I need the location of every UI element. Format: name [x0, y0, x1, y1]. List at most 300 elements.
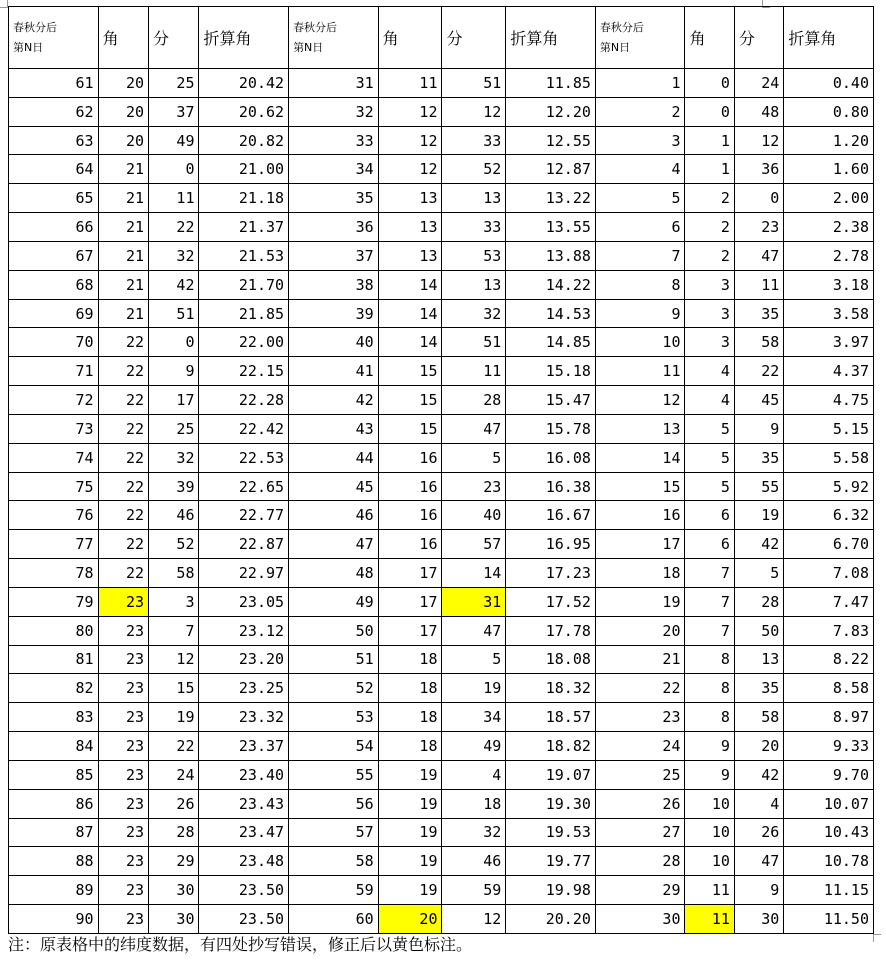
- day-cell: 42: [289, 386, 379, 415]
- degree-cell: 19: [378, 818, 442, 847]
- header-day-line1: 春秋分后: [13, 20, 57, 34]
- minute-cell: 32: [149, 241, 199, 270]
- degree-cell: 16: [378, 530, 442, 559]
- day-cell: 63: [9, 126, 99, 155]
- day-cell: 53: [289, 703, 379, 732]
- day-cell: 13: [595, 414, 685, 443]
- day-cell: 43: [289, 414, 379, 443]
- header-converted-angle: 折算角: [784, 7, 874, 69]
- converted-angle-cell: 20.82: [199, 126, 289, 155]
- converted-angle-cell: 1.60: [784, 155, 874, 184]
- minute-cell: 35: [734, 443, 783, 472]
- degree-cell: 8: [685, 674, 734, 703]
- minute-cell: 33: [442, 126, 506, 155]
- degree-cell: 13: [378, 241, 442, 270]
- minute-cell: 12: [442, 905, 506, 934]
- converted-angle-cell: 7.83: [784, 616, 874, 645]
- header-minute: 分: [149, 7, 199, 69]
- converted-angle-cell: 14.85: [506, 328, 596, 357]
- day-cell: 41: [289, 357, 379, 386]
- minute-cell: 23: [734, 213, 783, 242]
- day-cell: 73: [9, 414, 99, 443]
- converted-angle-cell: 18.82: [506, 732, 596, 761]
- degree-cell: 15: [378, 357, 442, 386]
- converted-angle-cell: 17.52: [506, 587, 596, 616]
- minute-cell: 51: [149, 299, 199, 328]
- converted-angle-cell: 4.75: [784, 386, 874, 415]
- minute-cell: 36: [734, 155, 783, 184]
- day-cell: 45: [289, 472, 379, 501]
- footnote: 注：原表格中的纬度数据，有四处抄写错误，修正后以黄色标注。: [8, 935, 473, 954]
- converted-angle-cell: 2.38: [784, 213, 874, 242]
- day-cell: 11: [595, 357, 685, 386]
- table-row: [9, 69, 874, 98]
- degree-cell: 23: [98, 789, 148, 818]
- degree-cell: 22: [98, 501, 148, 530]
- day-cell: 90: [9, 905, 99, 934]
- converted-angle-cell: 19.30: [506, 789, 596, 818]
- degree-cell: 3: [685, 328, 734, 357]
- converted-angle-cell: 22.87: [199, 530, 289, 559]
- converted-angle-cell: 23.50: [199, 876, 289, 905]
- degree-cell: 23: [98, 703, 148, 732]
- day-cell: 66: [9, 213, 99, 242]
- header-day-count: [595, 7, 685, 69]
- degree-cell: 3: [685, 270, 734, 299]
- degree-cell: 23: [98, 905, 148, 934]
- day-cell: 86: [9, 789, 99, 818]
- degree-cell: 2: [685, 241, 734, 270]
- converted-angle-cell: 11.15: [784, 876, 874, 905]
- converted-angle-cell: 8.22: [784, 645, 874, 674]
- minute-cell: 4: [734, 789, 783, 818]
- degree-cell: 10: [685, 847, 734, 876]
- converted-angle-cell: 22.97: [199, 559, 289, 588]
- minute-cell: 5: [442, 645, 506, 674]
- converted-angle-cell: 10.78: [784, 847, 874, 876]
- degree-cell: 2: [685, 184, 734, 213]
- minute-cell: 47: [734, 847, 783, 876]
- converted-angle-cell: 2.00: [784, 184, 874, 213]
- day-cell: 18: [595, 559, 685, 588]
- degree-cell: 18: [378, 674, 442, 703]
- degree-cell: 23: [98, 587, 148, 616]
- minute-cell: 58: [149, 559, 199, 588]
- minute-cell: 58: [734, 328, 783, 357]
- degree-cell: 0: [685, 97, 734, 126]
- minute-cell: 50: [734, 616, 783, 645]
- table-header-row: [9, 7, 874, 69]
- converted-angle-cell: 5.58: [784, 443, 874, 472]
- day-cell: 32: [289, 97, 379, 126]
- header-day-line2: 第N日: [13, 40, 44, 54]
- minute-cell: 13: [442, 270, 506, 299]
- degree-cell: 13: [378, 213, 442, 242]
- converted-angle-cell: 23.50: [199, 905, 289, 934]
- converted-angle-cell: 20.62: [199, 97, 289, 126]
- converted-angle-cell: 23.48: [199, 847, 289, 876]
- minute-cell: 45: [734, 386, 783, 415]
- minute-cell: 28: [734, 587, 783, 616]
- header-day-line1: 春秋分后: [293, 20, 338, 34]
- degree-cell: 21: [98, 184, 148, 213]
- header-day-count: [289, 7, 379, 69]
- day-cell: 48: [289, 559, 379, 588]
- converted-angle-cell: 19.98: [506, 876, 596, 905]
- converted-angle-cell: 6.32: [784, 501, 874, 530]
- converted-angle-cell: 19.07: [506, 760, 596, 789]
- degree-cell: 14: [378, 270, 442, 299]
- converted-angle-cell: 16.08: [506, 443, 596, 472]
- day-cell: 67: [9, 241, 99, 270]
- degree-cell: 19: [378, 847, 442, 876]
- minute-cell: 35: [734, 299, 783, 328]
- converted-angle-cell: 8.58: [784, 674, 874, 703]
- header-degree: 角: [378, 7, 442, 69]
- degree-cell: 10: [685, 818, 734, 847]
- minute-cell: 12: [149, 645, 199, 674]
- degree-cell: 21: [98, 155, 148, 184]
- minute-cell: 0: [149, 155, 199, 184]
- degree-cell: 23: [98, 847, 148, 876]
- minute-cell: 19: [149, 703, 199, 732]
- degree-cell: 6: [685, 501, 734, 530]
- converted-angle-cell: 21.70: [199, 270, 289, 299]
- degree-cell: 20: [98, 97, 148, 126]
- converted-angle-cell: 21.18: [199, 184, 289, 213]
- converted-angle-cell: 22.00: [199, 328, 289, 357]
- degree-cell: 1: [685, 155, 734, 184]
- day-cell: 15: [595, 472, 685, 501]
- day-cell: 5: [595, 184, 685, 213]
- degree-cell: 14: [378, 328, 442, 357]
- day-cell: 65: [9, 184, 99, 213]
- day-cell: 7: [595, 241, 685, 270]
- minute-cell: 5: [734, 559, 783, 588]
- converted-angle-cell: 18.32: [506, 674, 596, 703]
- minute-cell: 11: [442, 357, 506, 386]
- table-row: [9, 847, 874, 876]
- converted-angle-cell: 12.20: [506, 97, 596, 126]
- day-cell: 54: [289, 732, 379, 761]
- converted-angle-cell: 4.37: [784, 357, 874, 386]
- day-cell: 4: [595, 155, 685, 184]
- minute-cell: 33: [442, 213, 506, 242]
- day-cell: 34: [289, 155, 379, 184]
- day-cell: 62: [9, 97, 99, 126]
- table-row: [9, 241, 874, 270]
- converted-angle-cell: 16.95: [506, 530, 596, 559]
- converted-angle-cell: 7.08: [784, 559, 874, 588]
- minute-cell: 19: [734, 501, 783, 530]
- minute-cell: 31: [442, 587, 506, 616]
- day-cell: 44: [289, 443, 379, 472]
- degree-cell: 23: [98, 818, 148, 847]
- minute-cell: 25: [149, 69, 199, 98]
- table-row: [9, 501, 874, 530]
- minute-cell: 29: [149, 847, 199, 876]
- table-row: [9, 559, 874, 588]
- minute-cell: 18: [442, 789, 506, 818]
- day-cell: 47: [289, 530, 379, 559]
- degree-cell: 12: [378, 126, 442, 155]
- day-cell: 31: [289, 69, 379, 98]
- table-row: [9, 155, 874, 184]
- converted-angle-cell: 23.20: [199, 645, 289, 674]
- minute-cell: 47: [734, 241, 783, 270]
- table-row: [9, 97, 874, 126]
- converted-angle-cell: 18.08: [506, 645, 596, 674]
- converted-angle-cell: 15.78: [506, 414, 596, 443]
- minute-cell: 11: [734, 270, 783, 299]
- minute-cell: 28: [442, 386, 506, 415]
- table-row: [9, 328, 874, 357]
- minute-cell: 3: [149, 587, 199, 616]
- day-cell: 35: [289, 184, 379, 213]
- header-day-line1: 春秋分后: [599, 20, 644, 34]
- day-cell: 85: [9, 760, 99, 789]
- converted-angle-cell: 19.77: [506, 847, 596, 876]
- minute-cell: 15: [149, 674, 199, 703]
- minute-cell: 11: [149, 184, 199, 213]
- converted-angle-cell: 23.43: [199, 789, 289, 818]
- day-cell: 89: [9, 876, 99, 905]
- converted-angle-cell: 22.28: [199, 386, 289, 415]
- converted-angle-cell: 3.58: [784, 299, 874, 328]
- degree-cell: 16: [378, 443, 442, 472]
- header-degree: 角: [685, 7, 734, 69]
- day-cell: 83: [9, 703, 99, 732]
- converted-angle-cell: 0.40: [784, 69, 874, 98]
- day-cell: 33: [289, 126, 379, 155]
- day-cell: 50: [289, 616, 379, 645]
- table-row: [9, 905, 874, 934]
- day-cell: 37: [289, 241, 379, 270]
- day-cell: 82: [9, 674, 99, 703]
- minute-cell: 12: [734, 126, 783, 155]
- converted-angle-cell: 14.53: [506, 299, 596, 328]
- minute-cell: 47: [442, 414, 506, 443]
- degree-cell: 22: [98, 386, 148, 415]
- converted-angle-cell: 18.57: [506, 703, 596, 732]
- degree-cell: 9: [685, 732, 734, 761]
- converted-angle-cell: 23.37: [199, 732, 289, 761]
- table-row: [9, 818, 874, 847]
- day-cell: 68: [9, 270, 99, 299]
- day-cell: 74: [9, 443, 99, 472]
- day-cell: 61: [9, 69, 99, 98]
- day-cell: 23: [595, 703, 685, 732]
- degree-cell: 4: [685, 357, 734, 386]
- degree-cell: 17: [378, 587, 442, 616]
- degree-cell: 2: [685, 213, 734, 242]
- day-cell: 30: [595, 905, 685, 934]
- converted-angle-cell: 20.42: [199, 69, 289, 98]
- page-corner-mark: [873, 934, 881, 942]
- day-cell: 27: [595, 818, 685, 847]
- minute-cell: 52: [442, 155, 506, 184]
- header-day-line2: 第N日: [599, 40, 631, 54]
- day-cell: 84: [9, 732, 99, 761]
- degree-cell: 23: [98, 732, 148, 761]
- day-cell: 51: [289, 645, 379, 674]
- degree-cell: 6: [685, 530, 734, 559]
- converted-angle-cell: 22.42: [199, 414, 289, 443]
- degree-cell: 3: [685, 299, 734, 328]
- converted-angle-cell: 17.23: [506, 559, 596, 588]
- day-cell: 58: [289, 847, 379, 876]
- converted-angle-cell: 7.47: [784, 587, 874, 616]
- minute-cell: 30: [149, 876, 199, 905]
- minute-cell: 7: [149, 616, 199, 645]
- minute-cell: 13: [442, 184, 506, 213]
- day-cell: 76: [9, 501, 99, 530]
- degree-cell: 11: [685, 876, 734, 905]
- minute-cell: 42: [734, 530, 783, 559]
- minute-cell: 17: [149, 386, 199, 415]
- header-converted-angle: 折算角: [199, 7, 289, 69]
- day-cell: 64: [9, 155, 99, 184]
- table-row: [9, 386, 874, 415]
- converted-angle-cell: 13.55: [506, 213, 596, 242]
- degree-cell: 23: [98, 616, 148, 645]
- table-row: [9, 213, 874, 242]
- degree-cell: 23: [98, 876, 148, 905]
- minute-cell: 24: [734, 69, 783, 98]
- table-row: [9, 732, 874, 761]
- minute-cell: 9: [149, 357, 199, 386]
- minute-cell: 59: [442, 876, 506, 905]
- degree-cell: 19: [378, 876, 442, 905]
- table-row: [9, 645, 874, 674]
- minute-cell: 39: [149, 472, 199, 501]
- degree-cell: 0: [685, 69, 734, 98]
- degree-cell: 10: [685, 789, 734, 818]
- day-cell: 59: [289, 876, 379, 905]
- table-row: [9, 760, 874, 789]
- converted-angle-cell: 23.05: [199, 587, 289, 616]
- converted-angle-cell: 9.33: [784, 732, 874, 761]
- minute-cell: 35: [734, 674, 783, 703]
- degree-cell: 18: [378, 703, 442, 732]
- day-cell: 10: [595, 328, 685, 357]
- day-cell: 14: [595, 443, 685, 472]
- converted-angle-cell: 11.85: [506, 69, 596, 98]
- day-cell: 80: [9, 616, 99, 645]
- minute-cell: 9: [734, 876, 783, 905]
- degree-cell: 16: [378, 472, 442, 501]
- table-body: [9, 69, 874, 934]
- minute-cell: 25: [149, 414, 199, 443]
- degree-cell: 22: [98, 443, 148, 472]
- converted-angle-cell: 23.40: [199, 760, 289, 789]
- converted-angle-cell: 15.18: [506, 357, 596, 386]
- degree-cell: 22: [98, 414, 148, 443]
- degree-cell: 14: [378, 299, 442, 328]
- degree-cell: 7: [685, 616, 734, 645]
- minute-cell: 20: [734, 732, 783, 761]
- minute-cell: 42: [734, 760, 783, 789]
- day-cell: 49: [289, 587, 379, 616]
- converted-angle-cell: 3.18: [784, 270, 874, 299]
- day-cell: 52: [289, 674, 379, 703]
- minute-cell: 32: [442, 818, 506, 847]
- day-cell: 39: [289, 299, 379, 328]
- converted-angle-cell: 8.97: [784, 703, 874, 732]
- day-cell: 87: [9, 818, 99, 847]
- day-cell: 19: [595, 587, 685, 616]
- degree-cell: 22: [98, 472, 148, 501]
- day-cell: 78: [9, 559, 99, 588]
- converted-angle-cell: 16.67: [506, 501, 596, 530]
- table-row: [9, 616, 874, 645]
- converted-angle-cell: 2.78: [784, 241, 874, 270]
- minute-cell: 32: [149, 443, 199, 472]
- degree-cell: 22: [98, 559, 148, 588]
- header-minute: 分: [734, 7, 783, 69]
- minute-cell: 47: [442, 616, 506, 645]
- degree-cell: 23: [98, 674, 148, 703]
- minute-cell: 0: [734, 184, 783, 213]
- minute-cell: 28: [149, 818, 199, 847]
- day-cell: 26: [595, 789, 685, 818]
- degree-cell: 11: [378, 69, 442, 98]
- minute-cell: 0: [149, 328, 199, 357]
- table-row: [9, 443, 874, 472]
- minute-cell: 42: [149, 270, 199, 299]
- day-cell: 22: [595, 674, 685, 703]
- minute-cell: 48: [734, 97, 783, 126]
- table-row: [9, 587, 874, 616]
- converted-angle-cell: 17.78: [506, 616, 596, 645]
- converted-angle-cell: 22.15: [199, 357, 289, 386]
- degree-cell: 1: [685, 126, 734, 155]
- degree-cell: 17: [378, 616, 442, 645]
- degree-cell: 22: [98, 357, 148, 386]
- converted-angle-cell: 13.88: [506, 241, 596, 270]
- minute-cell: 19: [442, 674, 506, 703]
- degree-cell: 20: [378, 905, 442, 934]
- degree-cell: 18: [378, 732, 442, 761]
- day-cell: 3: [595, 126, 685, 155]
- converted-angle-cell: 21.53: [199, 241, 289, 270]
- header-minute: 分: [442, 7, 506, 69]
- converted-angle-cell: 19.53: [506, 818, 596, 847]
- converted-angle-cell: 12.55: [506, 126, 596, 155]
- day-cell: 46: [289, 501, 379, 530]
- converted-angle-cell: 10.07: [784, 789, 874, 818]
- degree-cell: 21: [98, 213, 148, 242]
- converted-angle-cell: 22.77: [199, 501, 289, 530]
- minute-cell: 49: [149, 126, 199, 155]
- converted-angle-cell: 15.47: [506, 386, 596, 415]
- day-cell: 57: [289, 818, 379, 847]
- minute-cell: 22: [149, 732, 199, 761]
- minute-cell: 37: [149, 97, 199, 126]
- degree-cell: 20: [98, 126, 148, 155]
- header-degree: 角: [98, 7, 148, 69]
- table-row: [9, 876, 874, 905]
- day-cell: 75: [9, 472, 99, 501]
- table-row: [9, 530, 874, 559]
- degree-cell: 5: [685, 472, 734, 501]
- table-row: [9, 270, 874, 299]
- day-cell: 16: [595, 501, 685, 530]
- day-cell: 25: [595, 760, 685, 789]
- minute-cell: 40: [442, 501, 506, 530]
- converted-angle-cell: 23.47: [199, 818, 289, 847]
- day-cell: 36: [289, 213, 379, 242]
